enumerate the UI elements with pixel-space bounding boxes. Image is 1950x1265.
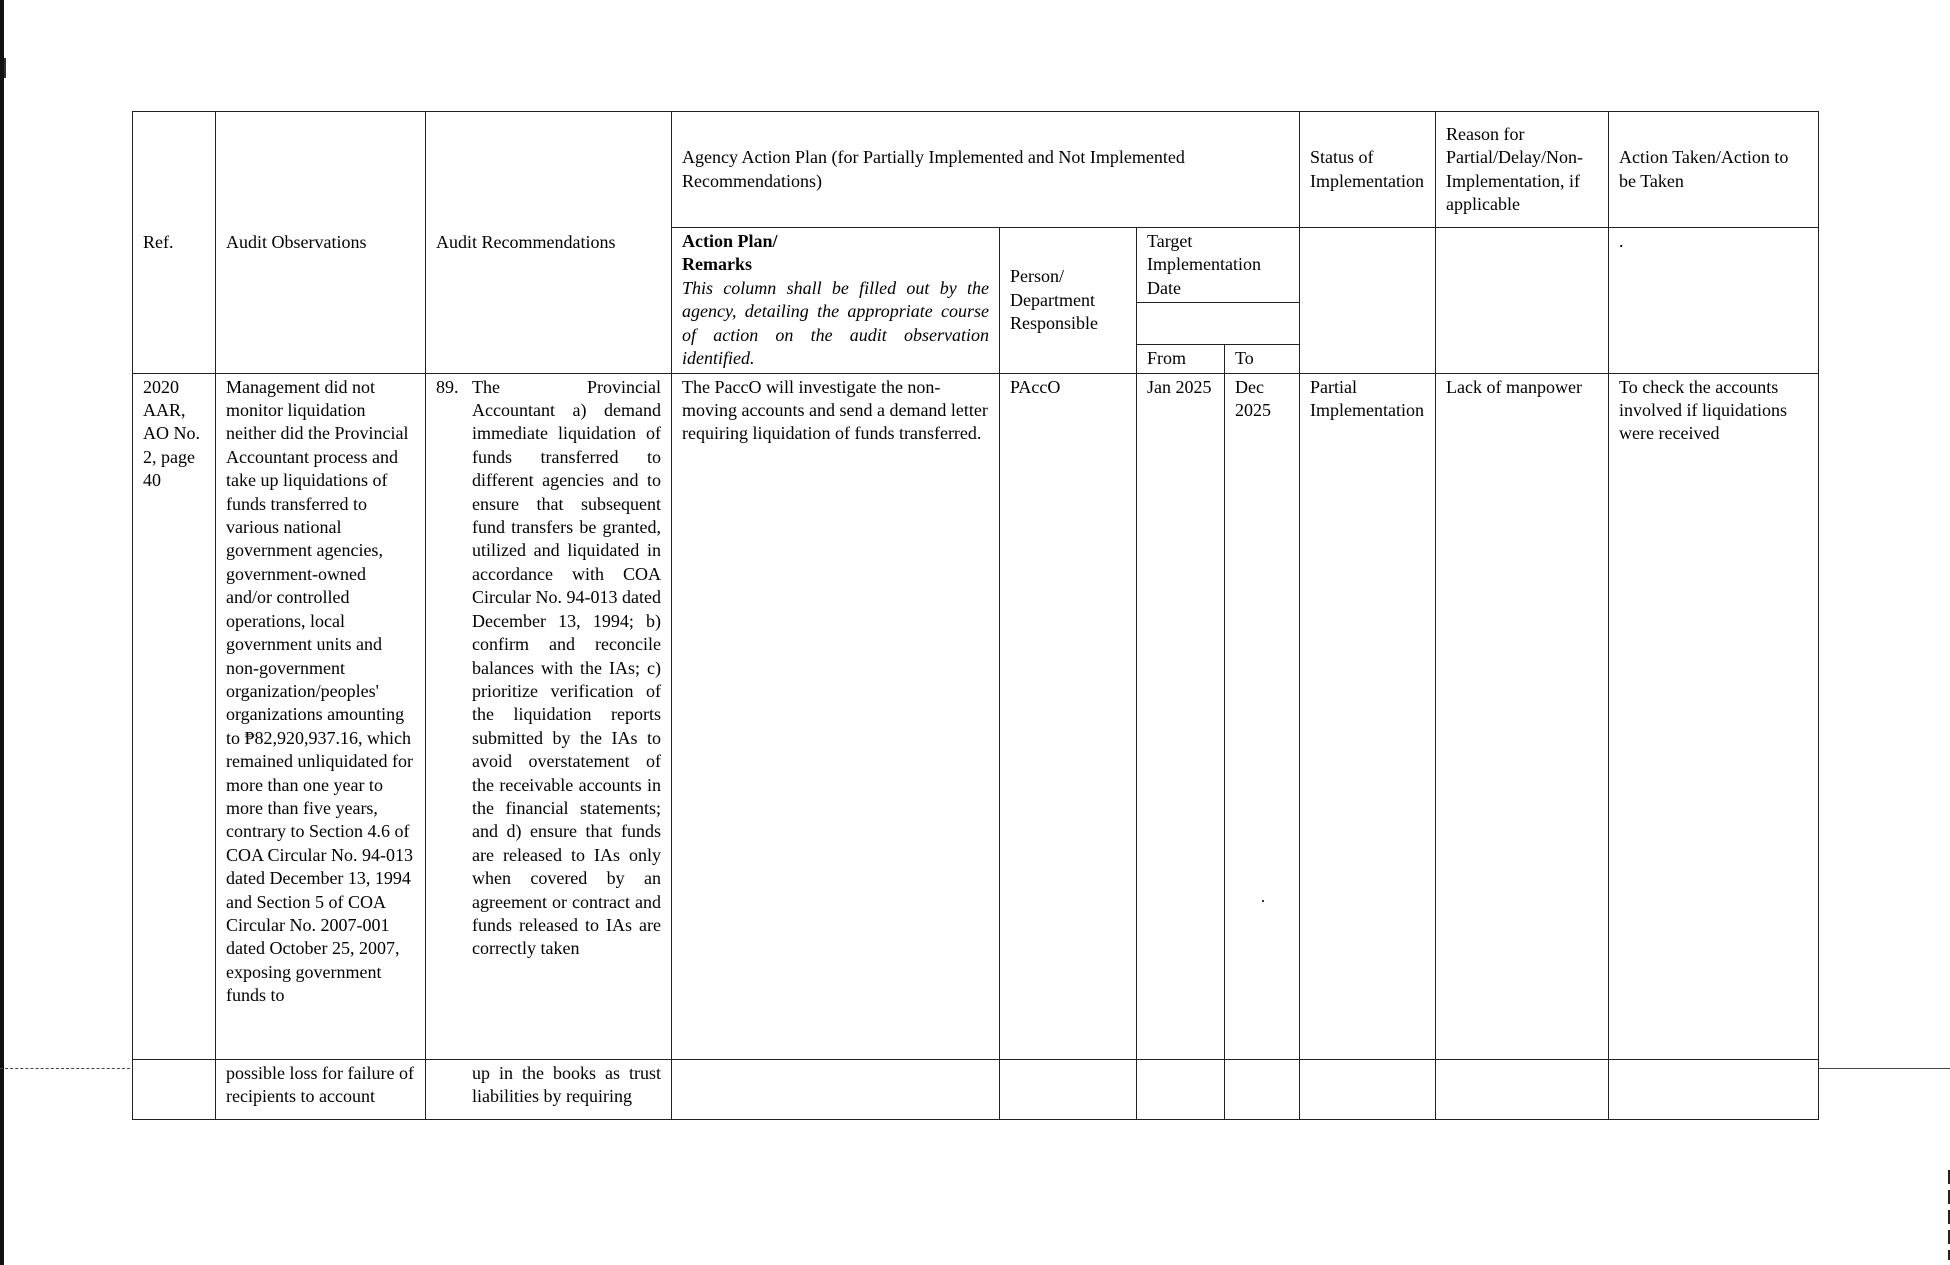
header-status-blank bbox=[1300, 228, 1436, 374]
cell-action-plan: The PaccO will investigate the non-moving accounts and send a demand letter requiring liquidation of funds transferred. bbox=[672, 373, 1000, 1059]
header-action-taken-blank bbox=[1609, 228, 1819, 374]
header-from: From bbox=[1137, 345, 1225, 373]
header-target-date: Target Implementation Date bbox=[1137, 228, 1300, 303]
header-to: To bbox=[1225, 345, 1300, 373]
cell-action-taken: To check the accounts involved if liquidations were received bbox=[1609, 373, 1819, 1059]
cont-action-plan bbox=[672, 1059, 1000, 1119]
header-person-responsible: Person/ Department Responsible bbox=[1000, 228, 1137, 374]
header-status: Status of Implementation bbox=[1300, 112, 1436, 228]
cell-recommendation bbox=[426, 373, 672, 1059]
scan-speck bbox=[1262, 900, 1264, 902]
scan-tick-mark bbox=[4, 58, 11, 78]
recommendation-number: 89. bbox=[436, 376, 459, 397]
header-agency-action-plan: Agency Action Plan (for Partially Implemented and Not Implemented Recommendations) bbox=[672, 112, 1300, 228]
cont-observation: possible loss for failure of recipients to account bbox=[216, 1059, 426, 1119]
scan-edge-mark bbox=[0, 0, 4, 1265]
page-break-line-right bbox=[1818, 1068, 1950, 1069]
audit-action-plan-table bbox=[132, 111, 1819, 1120]
recommendation-text-cont: up in the books as trust liabilities by requiring bbox=[472, 1062, 661, 1107]
page-break-line-left bbox=[0, 1068, 130, 1069]
cont-from bbox=[1137, 1059, 1225, 1119]
cell-from: Jan 2025 bbox=[1137, 373, 1225, 1059]
header-reason-blank bbox=[1436, 228, 1609, 374]
cont-recommendation bbox=[426, 1059, 672, 1119]
action-plan-remarks: Remarks bbox=[682, 254, 752, 275]
cell-ref: 2020 AAR, AO No. 2, page 40 bbox=[133, 373, 216, 1059]
header-audit-recommendations: Audit Recommendations bbox=[426, 112, 672, 374]
header-target-date-blank bbox=[1137, 303, 1300, 345]
cell-observation: Management did not monitor liquidation neither did the Provincial Accountant process and take up liquidations of funds transferred to various national government agencies, government-owned and/or controlled operations, local government units and non-government organization/peoples' organizations amounting to ₱82,920,937.16, which remained unliquidated for more than one year to more than five years, contrary to Section 4.6 of COA Circular No. 94-013 dated December 13, 1994 and Section 5 of COA Circular No. 2007-001 dated October 25, 2007, exposing government funds to bbox=[216, 373, 426, 1059]
cont-reason bbox=[1436, 1059, 1609, 1119]
cell-status: Partial Implementation bbox=[1300, 373, 1436, 1059]
header-action-taken: Action Taken/Action to be Taken bbox=[1609, 112, 1819, 228]
header-reason: Reason for Partial/Delay/Non-Implementation, if applicable bbox=[1436, 112, 1609, 228]
action-plan-title: Action Plan/ bbox=[682, 231, 778, 251]
cell-responsible: PAccO bbox=[1000, 373, 1137, 1059]
table-row bbox=[133, 373, 1819, 1059]
stray-mark: . bbox=[1619, 231, 1624, 251]
cell-reason: Lack of manpower bbox=[1436, 373, 1609, 1059]
cont-status bbox=[1300, 1059, 1436, 1119]
cont-ref bbox=[133, 1059, 216, 1119]
recommendation-text: The Provincial Accountant a) demand immediate liquidation of funds transferred to different agencies and to ensure that subsequent fund transfers be granted, utilized and liquidated in accordance with COA Circular No. 94-013 dated December 13, 1994; b) confirm and reconcile balances with the IAs; c) prioritize verification of the liquidation reports submitted by the IAs to avoid overstatement of the receivable accounts in the financial statements; and d) ensure that funds are released to IAs only when covered by an agreement or contract and funds released to IAs are correctly taken bbox=[472, 376, 661, 959]
action-plan-note: This column shall be filled out by the agency, detailing the appropriate course of action on the audit observation identified. bbox=[682, 277, 989, 369]
header-action-plan bbox=[672, 228, 1000, 374]
header-audit-observations: Audit Observations bbox=[216, 112, 426, 374]
cont-responsible bbox=[1000, 1059, 1137, 1119]
cont-action-taken bbox=[1609, 1059, 1819, 1119]
cont-to bbox=[1225, 1059, 1300, 1119]
cell-to: Dec 2025 bbox=[1225, 373, 1300, 1059]
header-ref: Ref. bbox=[133, 112, 216, 374]
table-row-continued bbox=[133, 1059, 1819, 1119]
